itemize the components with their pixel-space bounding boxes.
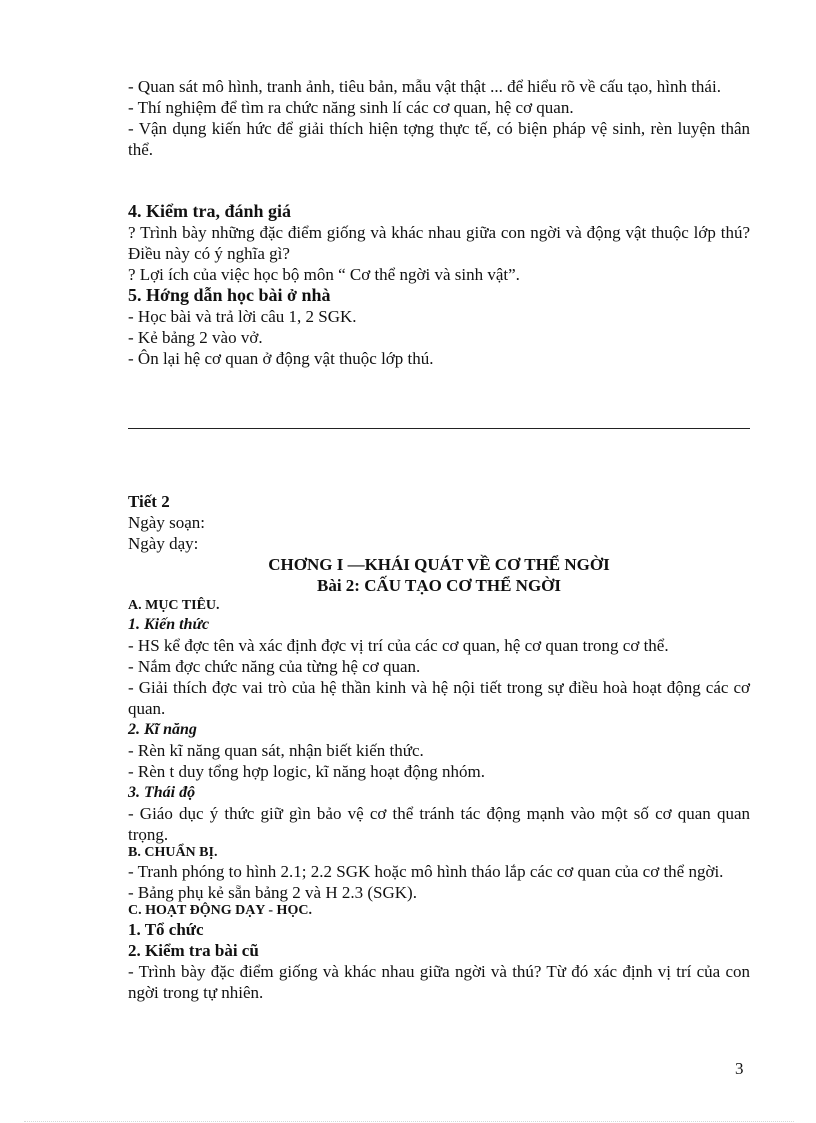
paragraph: - HS kể đợc tên và xác định đợc vị trí của các cơ quan, hệ cơ quan trong cơ thể.: [128, 636, 669, 655]
section-1-block: [128, 76, 750, 160]
paragraph: - Giải thích đợc vai trò của hệ thần kinh và hệ nội tiết trong sự điều hoà hoạt động các cơ quan.: [128, 678, 750, 718]
prep-date: Ngày soạn:: [128, 513, 205, 532]
paragraph: - Học bài và trả lời câu 1, 2 SGK.: [128, 307, 357, 326]
question: ? Lợi ích của việc học bộ môn “ Cơ thể ngời và sinh vật”.: [128, 265, 520, 284]
paragraph: - Rèn kĩ năng quan sát, nhận biết kiến thức.: [128, 741, 424, 760]
subsection-heading: 3. Thái độ: [128, 784, 196, 801]
lesson-block: [128, 491, 750, 1003]
horizontal-divider: [128, 428, 750, 429]
chapter-title: CHƠNG I —KHÁI QUÁT VỀ CƠ THỂ NGỜI: [268, 555, 610, 574]
subsection-heading: 1. Tổ chức: [128, 920, 204, 939]
page-bottom-border: [24, 1121, 794, 1122]
section-heading: C. HOẠT ĐỘNG DẠY - HỌC.: [128, 903, 312, 918]
paragraph: - Kẻ bảng 2 vào vở.: [128, 328, 263, 347]
section-heading: 4. Kiểm tra, đánh giá: [128, 201, 292, 221]
paragraph: - Nắm đợc chức năng của từng hệ cơ quan.: [128, 657, 421, 676]
page-number: 3: [735, 1059, 744, 1078]
section-4-block: [128, 201, 750, 369]
paragraph: - Ôn lại hệ cơ quan ở động vật thuộc lớp thú.: [128, 349, 434, 368]
teach-date: Ngày dạy:: [128, 534, 199, 553]
paragraph: - Tranh phóng to hình 2.1; 2.2 SGK hoặc mô hình tháo lắp các cơ quan của cơ thể ngời.: [128, 862, 724, 881]
paragraph: - Bảng phụ kẻ sẵn bảng 2 và H 2.3 (SGK).: [128, 883, 417, 902]
paragraph: - Thí nghiệm để tìm ra chức năng sinh lí các cơ quan, hệ cơ quan.: [128, 98, 574, 117]
paragraph: - Vận dụng kiến hức để giải thích hiện tợng thực tế, có biện pháp vệ sinh, rèn luyện thân thể.: [128, 119, 750, 159]
period-label: Tiết 2: [128, 492, 170, 511]
section-heading: 5. Hớng dẫn học bài ở nhà: [128, 285, 331, 305]
lesson-title: Bài 2: CẤU TẠO CƠ THỂ NGỜI: [316, 576, 562, 595]
section-heading: B. CHUẨN BỊ.: [128, 845, 218, 860]
subsection-heading: 2. Kiểm tra bài cũ: [128, 941, 259, 960]
subsection-heading: 1. Kiến thức: [128, 616, 210, 633]
subsection-heading: 2. Kĩ năng: [128, 721, 197, 738]
section-heading: A. MỤC TIÊU.: [128, 598, 220, 613]
paragraph: - Quan sát mô hình, tranh ảnh, tiêu bản, mẫu vật thật ... để hiểu rõ về cấu tạo, hình thái.: [128, 77, 721, 96]
paragraph: - Trình bày đặc điểm giống và khác nhau giữa ngời và thú? Từ đó xác định vị trí của con ngời trong tự nhiên.: [128, 962, 750, 1002]
question: ? Trình bày những đặc điểm giống và khác nhau giữa con ngời và động vật thuộc lớp thú? Điều này có ý nghĩa gì?: [128, 223, 750, 263]
paragraph: - Rèn t duy tổng hợp logic, kĩ năng hoạt động nhóm.: [128, 762, 485, 781]
paragraph: - Giáo dục ý thức giữ gìn bảo vệ cơ thể tránh tác động mạnh vào một số cơ quan quan trọng.: [128, 804, 750, 844]
